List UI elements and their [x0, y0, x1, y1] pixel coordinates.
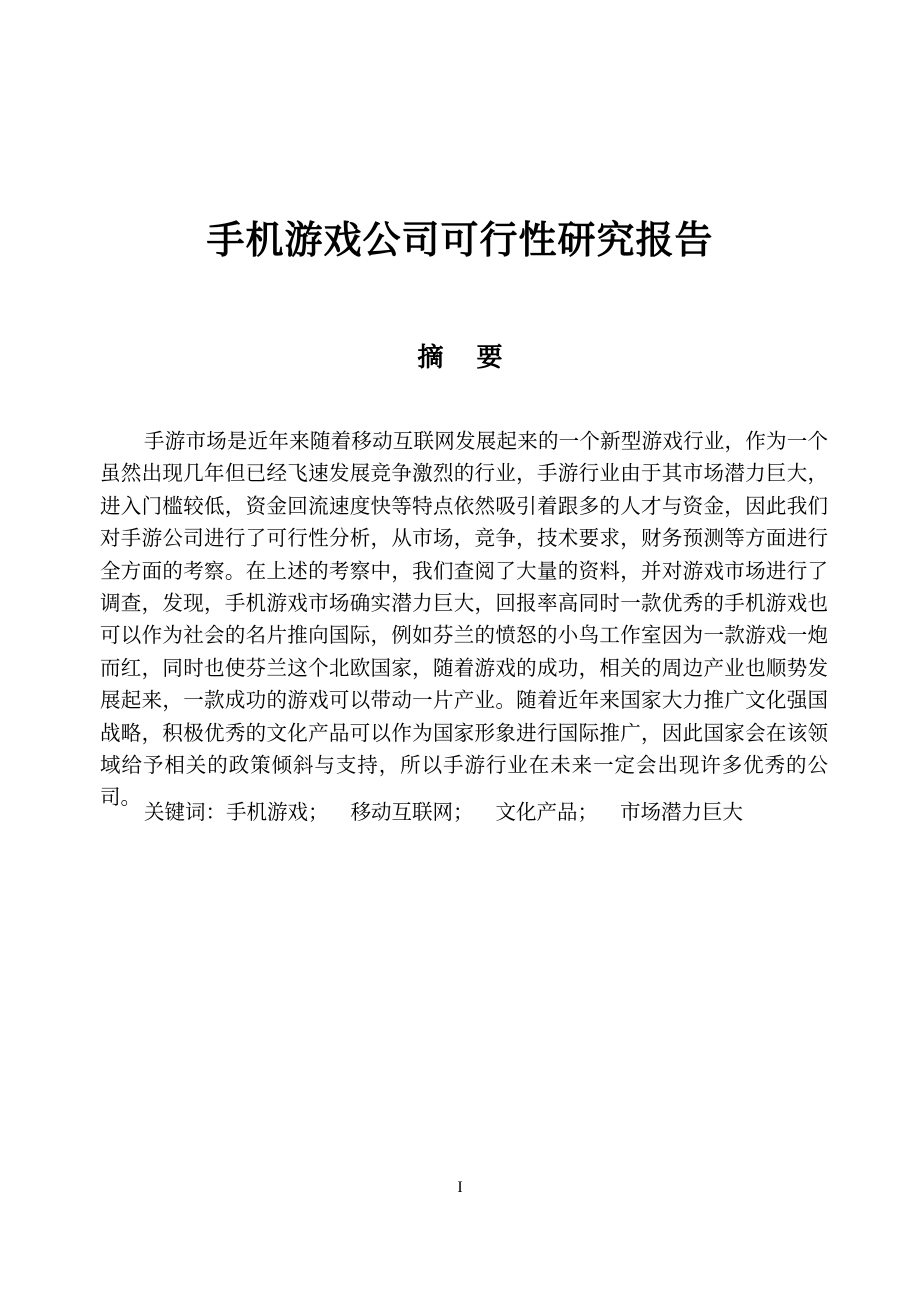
keyword-item: 市场潜力巨大 — [620, 800, 743, 824]
keyword-item: 手机游戏； — [226, 800, 329, 824]
abstract-heading: 摘 要 — [417, 343, 515, 373]
keywords-line — [144, 796, 844, 828]
keyword-item: 移动互联网； — [350, 800, 474, 824]
abstract-body: 手游市场是近年来随着移动互联网发展起来的一个新型游戏行业，作为一个虽然出现几年但已经飞速发展竞争激烈的行业，手游行业由于其市场潜力巨大，进入门槛较低，资金回流速度快等特点依然吸引着跟多的人才与资金，因此我们对手游公司进行了可行性分析，从市场，竞争，技术要求，财务预测等方面进行全方面的考察。在上述的考察中，我们查阅了大量的资料，并对游戏市场进行了调查，发现，手机游戏市场确实潜力巨大，回报率高同时一款优秀的手机游戏也可以作为社会的名片推向国际，例如芬兰的愤怒的小鸟工作室因为一款游戏一炮而红，同时也使芬兰这个北欧国家，随着游戏的成功，相关的周边产业也顺势发展起来，一款成功的游戏可以带动一片产业。随着近年来国家大力推广文化强国战略，积极优秀的文化产品可以作为国家形象进行国际推广，因此国家会在该领域给予相关的政策倾斜与支持，所以手游行业在未来一定会出现许多优秀的公司。 — [100, 429, 828, 810]
keyword-item: 文化产品； — [495, 800, 598, 824]
keywords-label: 关键词： — [144, 800, 226, 824]
page-number: I — [457, 1179, 463, 1196]
document-title: 手机游戏公司可行性研究报告 — [206, 218, 714, 262]
